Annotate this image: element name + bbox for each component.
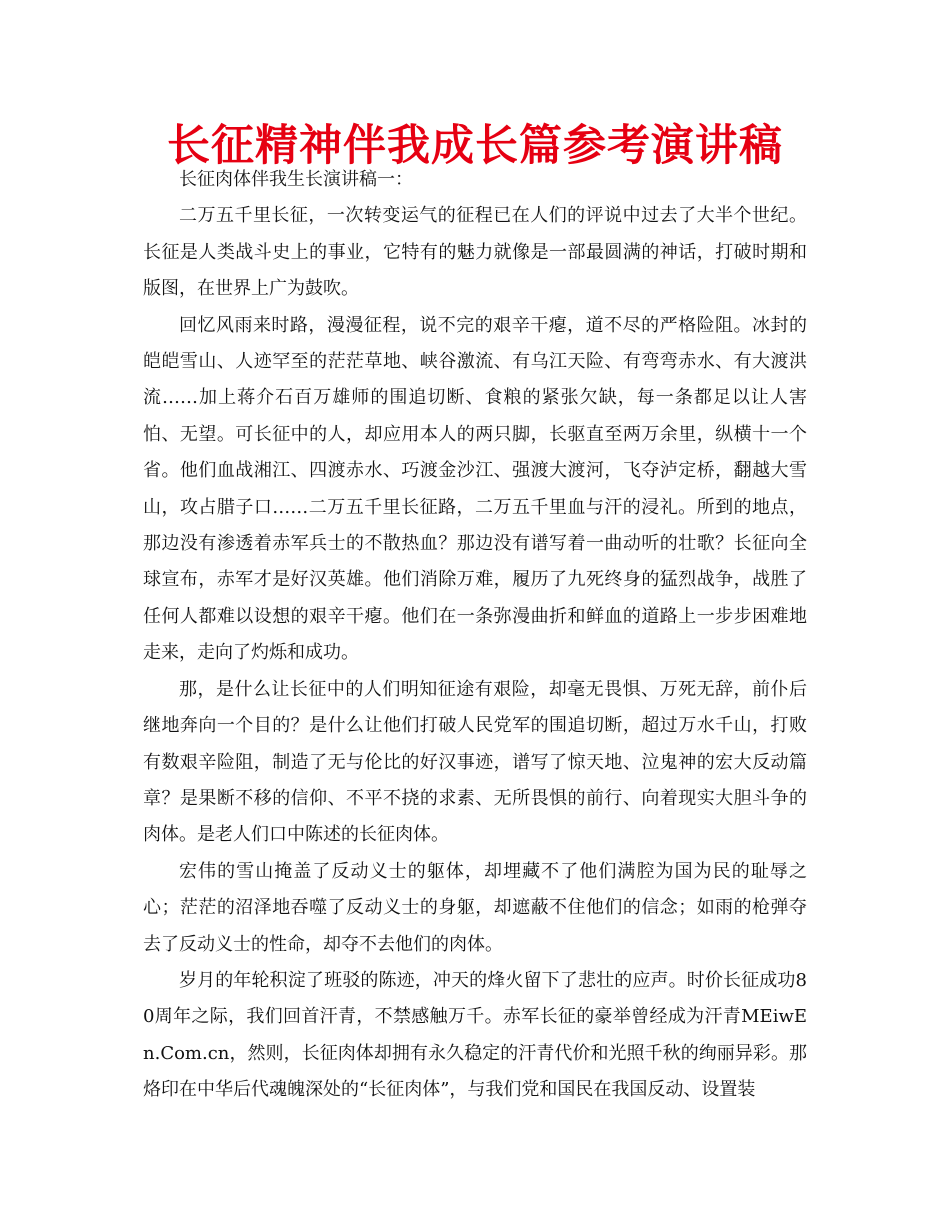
paragraph: 岁月的年轮积淀了班驳的陈迹，冲天的烽火留下了悲壮的应声。时价长征成功80周年之际，我们回首汗青，不禁感触万千。赤军长征的豪举曾经成为汗青MEiwEn.Com.cn，然则，长征肉体却拥有永久稳定的汗青代价和光照千秋的绚丽异彩。那烙印在中华后代魂魄深处的“长征肉体”，与我们党和国民在我国反动、设置装: [143, 969, 807, 1101]
subtitle: 长征肉体伴我生长演讲稿一：: [179, 169, 413, 190]
document-title: 长征精神伴我成长篇参考演讲稿: [167, 121, 783, 171]
paragraph: 那，是什么让长征中的人们明知征途有艰险，却毫无畏惧、万死无辞，前仆后继地奔向一个目的？是什么让他们打破人民党军的围追切断，超过万水千山，打败有数艰辛险阻，制造了无与伦比的好汉事迹，谱写了惊天地、泣鬼神的宏大反动篇章？是果断不移的信仰、不平不挠的求素、无所畏惧的前行、向着现实大胆斗争的肉体。是老人们口中陈述的长征肉体。: [143, 678, 807, 846]
paragraph: 宏伟的雪山掩盖了反动义士的躯体，却埋藏不了他们满腔为国为民的耻辱之心；茫茫的沼泽地吞噬了反动义士的身躯，却遮蔽不住他们的信念；如雨的枪弹夺去了反动义士的性命，却夺不去他们的肉体。: [143, 860, 807, 955]
document-body: [143, 162, 807, 1109]
paragraph: 回忆风雨来时路，漫漫征程，说不完的艰辛干瘪，道不尽的严格险阻。冰封的皑皑雪山、人迹罕至的茫茫草地、峡谷激流、有乌江天险、有弯弯赤水、有大渡洪流……加上蒋介石百万雄师的围追切断、食粮的紧张欠缺，每一条都足以让人害怕、无望。可长征中的人，却应用本人的两只脚，长驱直至两万余里，纵横十一个省。他们血战湘江、四渡赤水、巧渡金沙江、强渡大渡河，飞夺泸定桥，翻越大雪山，攻占腊子口……二万五千里长征路，二万五千里血与汗的浸礼。所到的地点，那边没有渗透着赤军兵士的不散热血？那边没有谱写着一曲动听的壮歌？长征向全球宣布，赤军才是好汉英雄。他们消除万难，履历了九死终身的猛烈战争，战胜了任何人都难以设想的艰辛干瘪。他们在一条弥漫曲折和鲜血的道路上一步步困难地走来，走向了灼烁和成功。: [143, 314, 807, 664]
paragraph: 二万五千里长征，一次转变运气的征程已在人们的评说中过去了大半个世纪。长征是人类战斗史上的事业，它特有的魅力就像是一部最圆满的神话，打破时期和版图，在世界上广为鼓吹。: [143, 205, 807, 300]
